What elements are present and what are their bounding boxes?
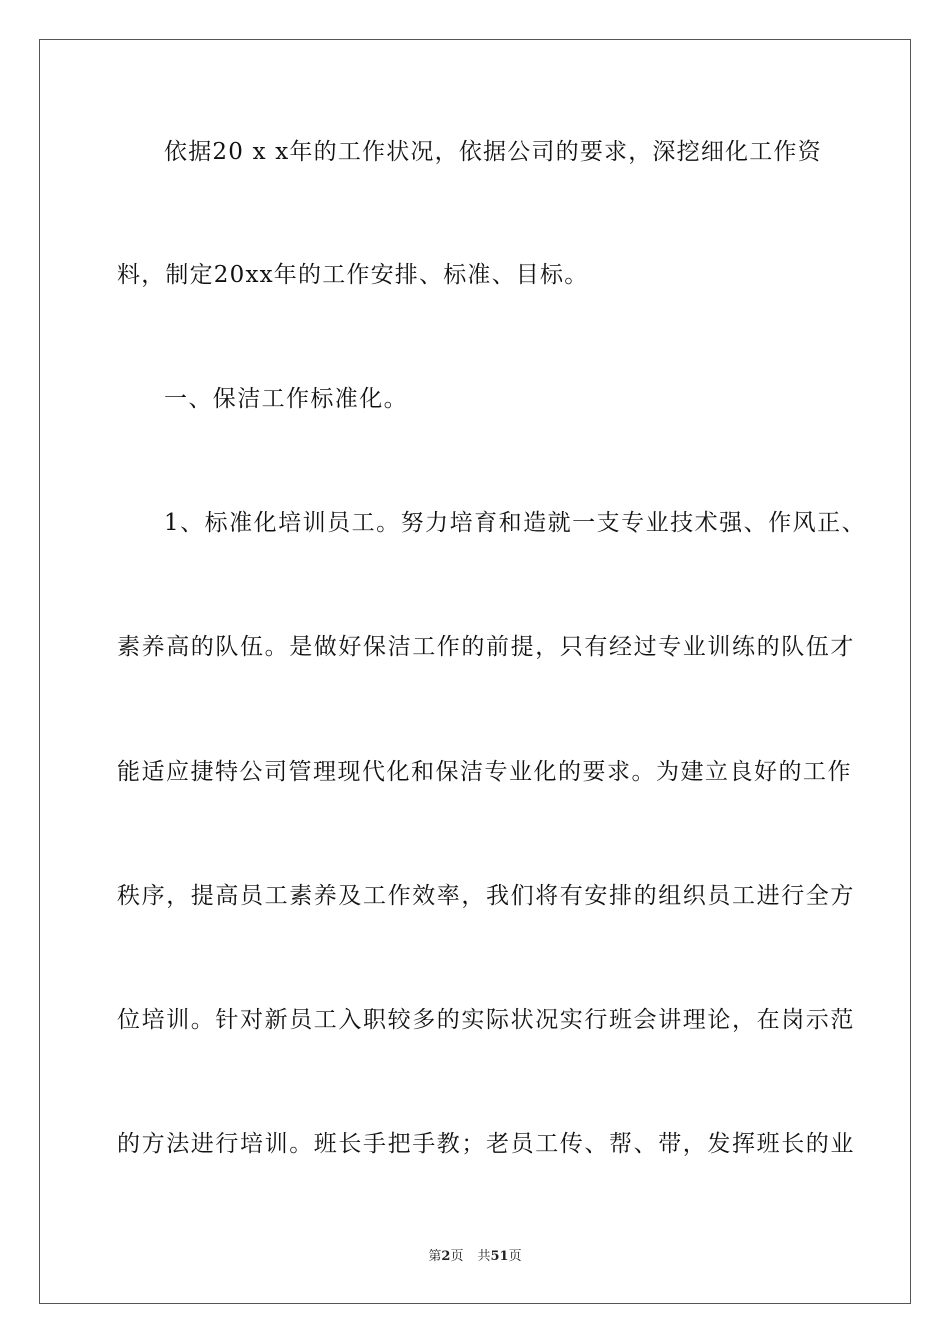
body-text-line: 料，制定20xx年的工作安排、标准、目标。 xyxy=(117,262,589,288)
page-footer xyxy=(0,1248,950,1266)
body-text-line: 能适应捷特公司管理现代化和保洁专业化的要求。为建立良好的工作 xyxy=(117,759,852,785)
total-pages: 51 xyxy=(490,1249,509,1264)
body-text-line: 1、标准化培训员工。努力培育和造就一支专业技术强、作风正、 xyxy=(164,510,867,536)
total-unit: 页 xyxy=(508,1249,522,1264)
page-unit: 页 xyxy=(450,1249,464,1264)
total-prefix: 共 xyxy=(477,1249,491,1264)
body-text-line: 的方法进行培训。班长手把手教；老员工传、帮、带，发挥班长的业 xyxy=(117,1131,855,1157)
body-text-line: 素养高的队伍。是做好保洁工作的前提，只有经过专业训练的队伍才 xyxy=(117,634,855,660)
body-text-line: 依据20 x x年的工作状况，依据公司的要求，深挖细化工作资 xyxy=(164,139,822,165)
page-prefix: 第 xyxy=(428,1249,442,1264)
body-text-line: 位培训。针对新员工入职较多的实际状况实行班会讲理论，在岗示范 xyxy=(117,1007,855,1033)
section-heading: 一、保洁工作标准化。 xyxy=(164,386,408,412)
page-number: 2 xyxy=(441,1249,451,1264)
body-text-line: 秩序，提高员工素养及工作效率，我们将有安排的组织员工进行全方 xyxy=(117,883,855,909)
page-border xyxy=(39,39,911,1304)
